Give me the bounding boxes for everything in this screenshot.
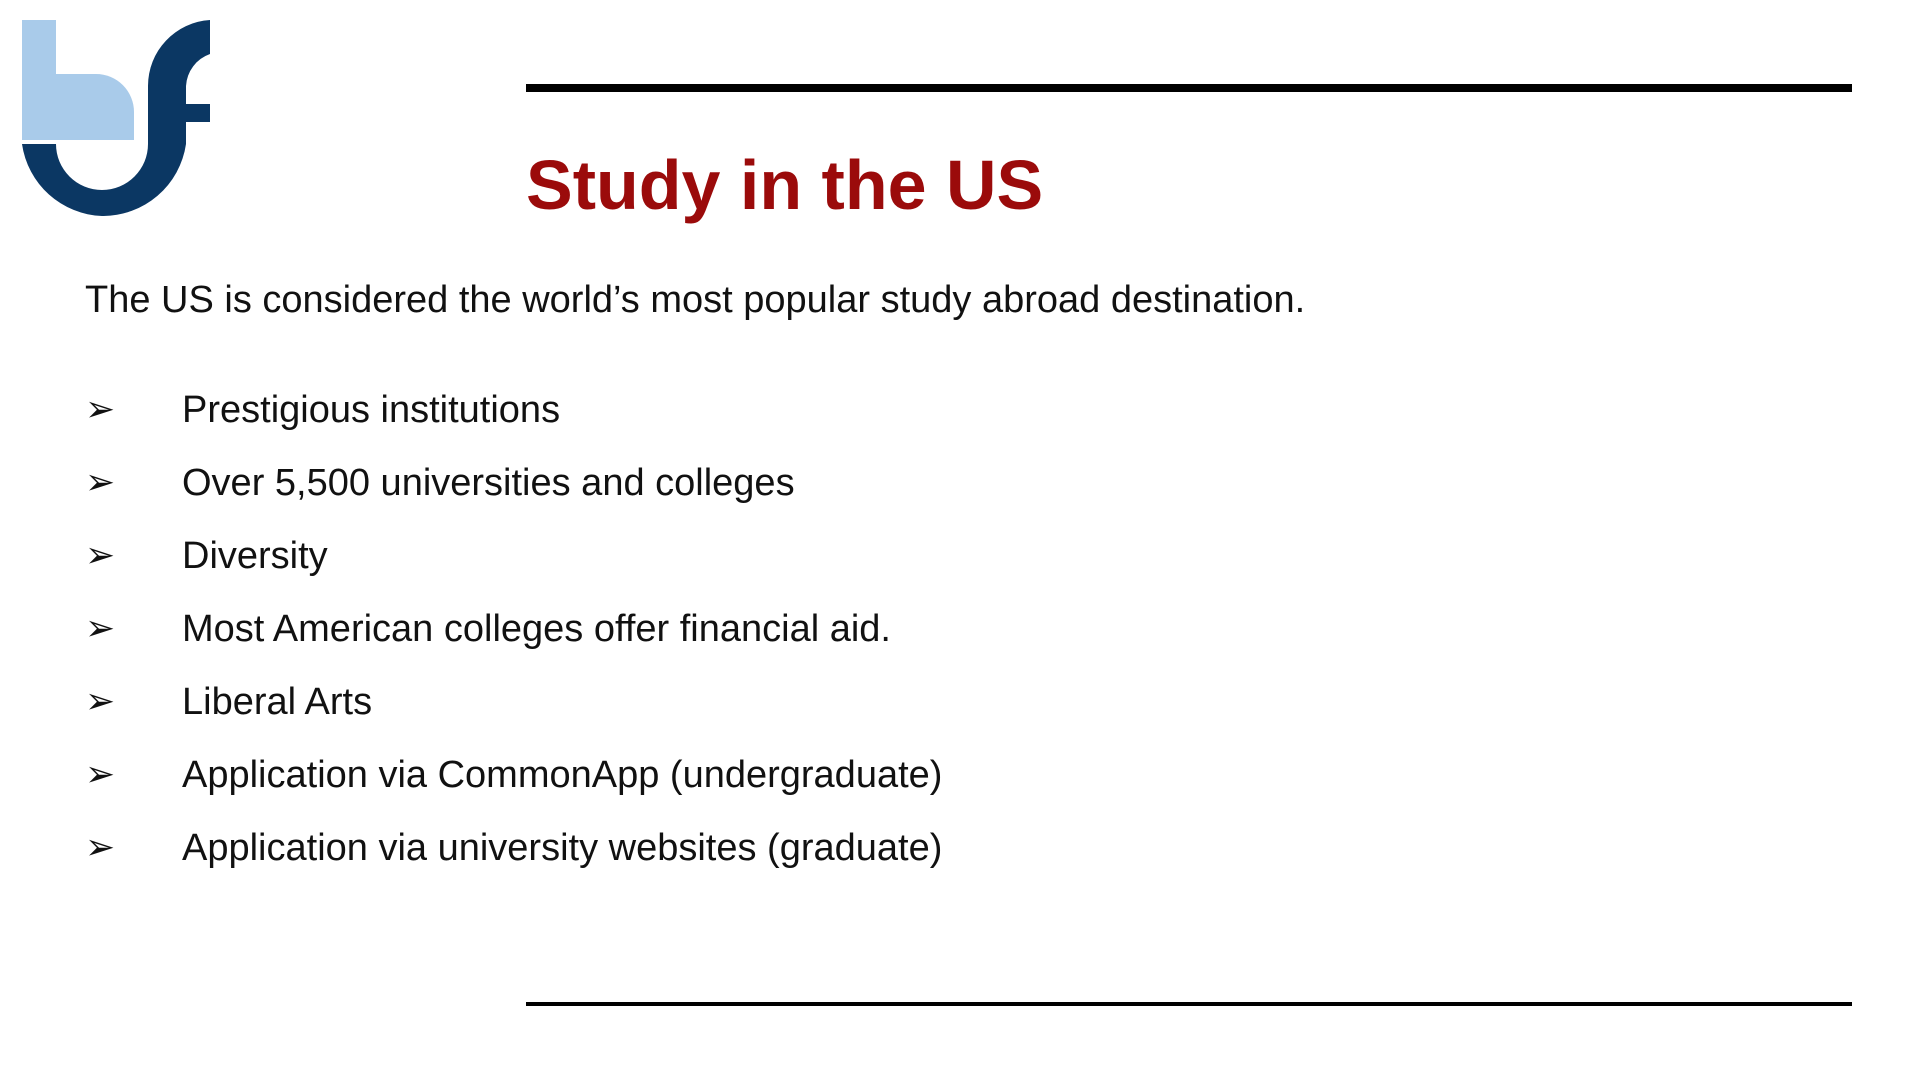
bullet-text: Prestigious institutions [182, 388, 561, 431]
bottom-divider [526, 1002, 1852, 1006]
bf-logo-icon [22, 20, 210, 216]
list-item [85, 446, 942, 519]
list-item [85, 592, 942, 665]
bullet-text: Over 5,500 universities and colleges [182, 461, 795, 504]
arrow-bullet-icon: ➢ [85, 607, 116, 649]
bullet-text: Application via university websites (graduate) [182, 826, 943, 869]
arrow-bullet-icon: ➢ [85, 461, 116, 503]
intro-text: The US is considered the world’s most popular study abroad destination. [85, 279, 1306, 321]
arrow-bullet-icon: ➢ [85, 680, 116, 722]
slide-title: Study in the US [526, 146, 1044, 224]
list-item [85, 738, 942, 811]
bullet-text: Liberal Arts [182, 680, 373, 723]
list-item [85, 519, 942, 592]
bullet-text: Diversity [182, 534, 328, 577]
top-divider [526, 84, 1852, 92]
arrow-bullet-icon: ➢ [85, 534, 116, 576]
bullet-text: Application via CommonApp (undergraduate) [182, 753, 943, 796]
logo-b-bowl [56, 74, 134, 140]
arrow-bullet-icon: ➢ [85, 388, 116, 430]
bullet-list [85, 373, 942, 884]
bullet-text: Most American colleges offer financial aid. [182, 607, 891, 650]
list-item [85, 811, 942, 884]
list-item [85, 373, 942, 446]
arrow-bullet-icon: ➢ [85, 753, 116, 795]
list-item [85, 665, 942, 738]
arrow-bullet-icon: ➢ [85, 826, 116, 868]
logo-b-stem [22, 20, 56, 140]
